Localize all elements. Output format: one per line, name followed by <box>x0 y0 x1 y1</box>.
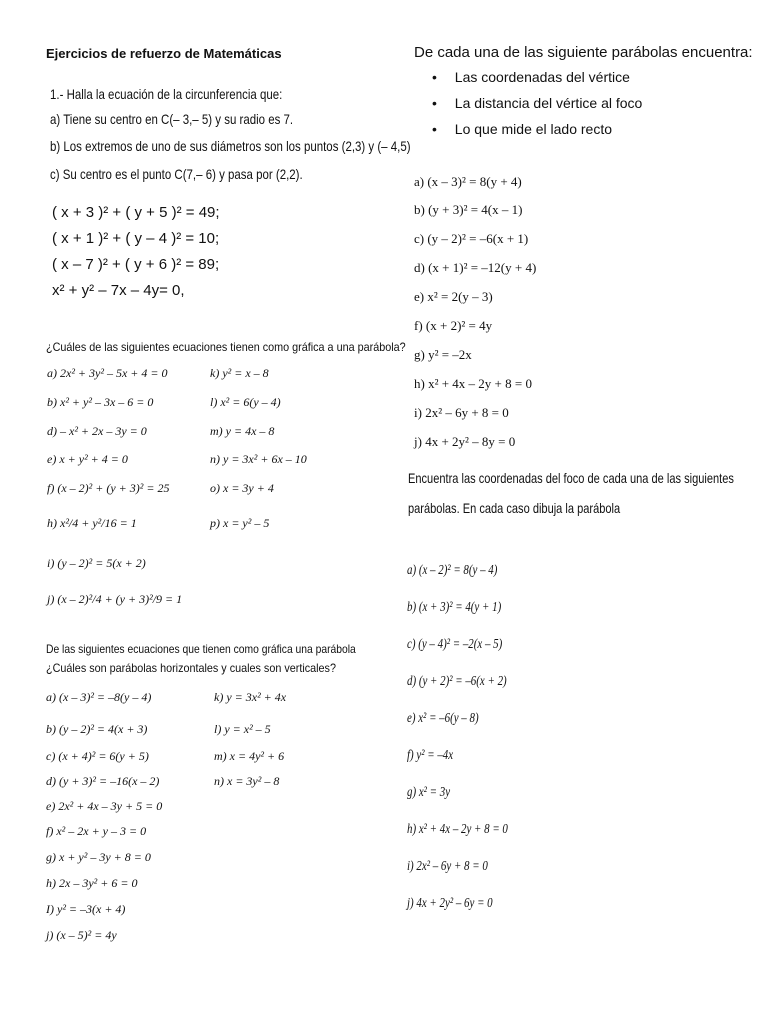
s5-item-b: b) (x + 3)² = 4(y + 1) <box>407 600 502 615</box>
s2-right-n: n) y = 3x² + 6x – 10 <box>210 452 307 466</box>
s3-left-c: c) (x + 4)² = 6(y + 5) <box>46 749 149 763</box>
section1-heading: 1.- Halla la ecuación de la circunferencia que: <box>50 86 283 102</box>
s4-item-c: c) (y – 2)² = –6(x + 1) <box>414 231 529 246</box>
document-title: Ejercicios de refuerzo de Matemáticas <box>46 46 282 61</box>
section1-item-b: b) Los extremos de uno de sus diámetros son los puntos (2,3) y (– 4,5) <box>50 138 411 154</box>
s2-right-l: l) x² = 6(y – 4) <box>210 395 281 409</box>
s2-right-m: m) y = 4x – 8 <box>210 424 275 438</box>
section1-item-c: c) Su centro es el punto C(7,– 6) y pasa por (2,2). <box>50 166 303 182</box>
s4-item-h: h) x² + 4x – 2y + 8 = 0 <box>414 376 532 391</box>
s4-item-g: g) y² = –2x <box>414 347 472 362</box>
s3-right-m: m) x = 4y² + 6 <box>214 749 285 763</box>
s4-item-j: j) 4x + 2y² – 8y = 0 <box>414 434 516 449</box>
s2-right-p: p) x = y² – 5 <box>210 516 270 530</box>
s2-left-a: a) 2x² + 3y² – 5x + 4 = 0 <box>47 366 168 380</box>
answer-a: ( x + 3 )² + ( y + 5 )² = 49; <box>52 204 220 221</box>
s3-left-d: d) (y + 3)² = –16(x – 2) <box>46 774 160 788</box>
s5-item-i: i) 2x² – 6y + 8 = 0 <box>407 859 488 874</box>
s5-item-a: a) (x – 2)² = 8(y – 4) <box>407 563 498 578</box>
section5-heading-line2: parábolas. En cada caso dibuja la parábola <box>408 500 621 516</box>
section5-heading-line1: Encuentra las coordenadas del foco de cada una de las siguientes <box>408 470 734 486</box>
bullet-3: • Lo que mide el lado recto <box>432 121 613 137</box>
s4-item-e: e) x² = 2(y – 3) <box>414 289 493 304</box>
section4-heading: De cada una de las siguiente parábolas encuentra: <box>414 44 753 61</box>
section3-question-line1: De las siguientes ecuaciones que tienen como gráfica una parábola <box>46 642 356 656</box>
bullet-dot-icon: • <box>432 69 437 85</box>
s3-left-f: f) x² – 2x + y – 3 = 0 <box>46 824 147 838</box>
s5-item-c: c) (y – 4)² = –2(x – 5) <box>407 637 503 652</box>
answer-b: ( x + 1 )² + ( y – 4 )² = 10; <box>52 230 220 247</box>
s5-item-f: f) y² = –4x <box>407 748 454 763</box>
s2-left-b: b) x² + y² – 3x – 6 = 0 <box>47 395 154 409</box>
s2-left-h: h) x²/4 + y²/16 = 1 <box>47 516 137 530</box>
s2-left-e: e) x + y² + 4 = 0 <box>47 452 128 466</box>
s5-item-j: j) 4x + 2y² – 6y = 0 <box>407 896 493 911</box>
bullet-1: • Las coordenadas del vértice <box>432 69 630 85</box>
s5-item-g: g) x² = 3y <box>407 785 451 800</box>
s4-item-d: d) (x + 1)² = –12(y + 4) <box>414 260 537 275</box>
s3-left-h: h) 2x – 3y² + 6 = 0 <box>46 876 138 890</box>
bullet-2: • La distancia del vértice al foco <box>432 95 643 111</box>
s4-item-i: i) 2x² – 6y + 8 = 0 <box>414 405 509 420</box>
bullet-dot-icon: • <box>432 95 437 111</box>
s3-right-k: k) y = 3x² + 4x <box>214 690 287 704</box>
answer-d: x² + y² – 7x – 4y= 0, <box>52 282 185 299</box>
s2-right-o: o) x = 3y + 4 <box>210 481 274 495</box>
s5-item-d: d) (y + 2)² = –6(x + 2) <box>407 674 507 689</box>
answer-c: ( x – 7 )² + ( y + 6 )² = 89; <box>52 256 220 273</box>
s2-left-f: f) (x – 2)² + (y + 3)² = 25 <box>47 481 170 495</box>
s3-left-j: j) (x – 5)² = 4y <box>46 928 117 942</box>
section2-question: ¿Cuáles de las siguientes ecuaciones tienen como gráfica a una parábola? <box>46 340 406 354</box>
section1-item-a: a) Tiene su centro en C(– 3,– 5) y su radio es 7. <box>50 111 294 127</box>
section3-question-line2: ¿Cuáles son parábolas horizontales y cuales son verticales? <box>46 661 336 675</box>
s3-left-i: I) y² = –3(x + 4) <box>46 902 126 916</box>
s3-left-a: a) (x – 3)² = –8(y – 4) <box>46 690 152 704</box>
s3-left-e: e) 2x² + 4x – 3y + 5 = 0 <box>46 799 163 813</box>
s4-item-b: b) (y + 3)² = 4(x – 1) <box>414 202 523 217</box>
s3-left-b: b) (y – 2)² = 4(x + 3) <box>46 722 148 736</box>
s3-right-l: l) y = x² – 5 <box>214 722 271 736</box>
s2-right-k: k) y² = x – 8 <box>210 366 269 380</box>
s3-right-n: n) x = 3y² – 8 <box>214 774 280 788</box>
s2-left-i: i) (y – 2)² = 5(x + 2) <box>47 556 146 570</box>
s2-left-j: j) (x – 2)²/4 + (y + 3)²/9 = 1 <box>47 592 183 606</box>
s5-item-h: h) x² + 4x – 2y + 8 = 0 <box>407 822 508 837</box>
s4-item-f: f) (x + 2)² = 4y <box>414 318 493 333</box>
s2-left-d: d) – x² + 2x – 3y = 0 <box>47 424 147 438</box>
bullet-dot-icon: • <box>432 121 437 137</box>
s5-item-e: e) x² = –6(y – 8) <box>407 711 479 726</box>
s4-item-a: a) (x – 3)² = 8(y + 4) <box>414 174 522 189</box>
s3-left-g: g) x + y² – 3y + 8 = 0 <box>46 850 151 864</box>
